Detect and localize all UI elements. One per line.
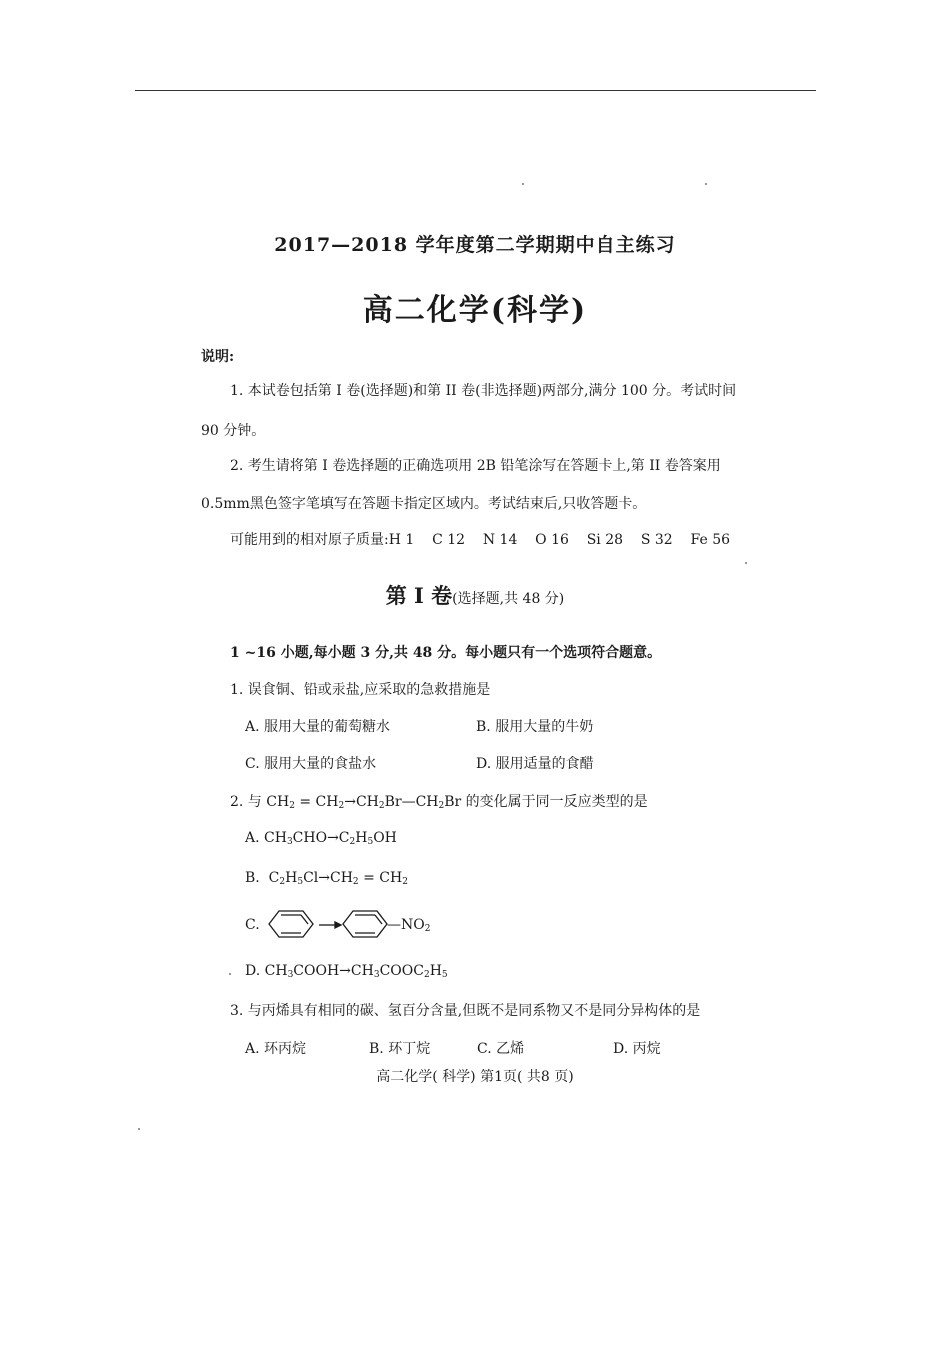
scan-speck: [745, 562, 747, 564]
q3-option-b: B. 环丁烷: [369, 1041, 431, 1057]
q1-option-a: A. 服用大量的葡萄糖水: [245, 719, 391, 735]
exam-subtitle: 高二化学(科学): [362, 293, 588, 328]
q1-stem: 1. 误食铜、铅或汞盐,应采取的急救措施是: [230, 682, 491, 698]
q1-option-d: D. 服用适量的食醋: [476, 756, 594, 772]
scan-speck: [705, 183, 707, 185]
scan-speck: [229, 973, 231, 975]
instruction-1-line-1: 1. 本试卷包括第 I 卷(选择题)和第 II 卷(非选择题)两部分,满分 100 分。考试时间: [230, 383, 737, 399]
q2-option-d-label: D.: [245, 963, 261, 979]
q3-option-a: A. 环丙烷: [245, 1041, 307, 1057]
q1-option-c: C. 服用大量的食盐水: [245, 756, 377, 772]
section-1-subtitle: (选择题,共 48 分): [452, 591, 565, 607]
q2-option-c-nitro-group: $—NO_2$: [387, 917, 431, 934]
q1-option-b: B. 服用大量的牛奶: [476, 719, 594, 735]
q2-stem: 2. 与 $CH_2$ = $CH_2\to CH_2Br—CH_2Br$ 的变化属于同一反应类型的是: [230, 794, 648, 811]
right-arrow-icon: [319, 922, 341, 928]
instruction-2-line-2: 0.5mm黑色签字笔填写在答题卡指定区域内。考试结束后,只收答题卡。: [201, 496, 647, 512]
q2-option-b: B. $C_2H_5Cl\to CH_2 = CH_2$: [245, 870, 408, 887]
q2-option-b-label: B.: [245, 870, 260, 886]
q2-option-d: D. $CH_3COOH\to CH_3COOC_2H_5$: [245, 963, 448, 980]
top-rule: [135, 90, 816, 91]
q3-option-d: D. 丙烷: [613, 1041, 661, 1057]
q2-stem-prefix: 2. 与 CH: [230, 794, 290, 810]
section-1-title: 第 I 卷: [385, 583, 453, 608]
instruction-1-line-2: 90 分钟。: [201, 423, 266, 439]
q3-stem: 3. 与丙烯具有相同的碳、氢百分含量,但既不是同系物又不是同分异构体的是: [230, 1003, 701, 1019]
section-1-intro: 1 ~16 小题,每小题 3 分,共 48 分。每小题只有一个选项符合题意。: [230, 645, 662, 661]
exam-title: 2017—2018 学年度第二学期期中自主练习: [274, 234, 676, 256]
page-footer: 高二化学( 科学) 第1页( 共8 页): [376, 1069, 574, 1085]
q3-option-c: C. 乙烯: [477, 1041, 525, 1057]
q2-option-a-label: A.: [245, 830, 260, 846]
atomic-masses: 可能用到的相对原子质量:H 1 C 12 N 14 O 16 Si 28 S 32 Fe 56: [230, 532, 731, 548]
q2-option-c-label: C.: [245, 917, 260, 933]
section-1-heading: [0, 580, 950, 610]
instruction-2-line-1: 2. 考生请将第 I 卷选择题的正确选项用 2B 铅笔涂写在答题卡上,第 II 卷答案用: [230, 458, 721, 474]
benzene-ring-icon: [269, 911, 313, 937]
instructions-heading: 说明:: [201, 349, 235, 365]
scan-speck: [522, 183, 524, 185]
q2-stem-suffix: Br 的变化属于同一反应类型的是: [444, 794, 648, 810]
scan-speck: [138, 1128, 140, 1130]
q2-option-a: A. $CH_3CHO\to C_2H_5OH$: [245, 830, 397, 847]
q2-option-c-group: —NO: [387, 917, 425, 933]
nitrobenzene-ring-icon: [343, 911, 387, 937]
